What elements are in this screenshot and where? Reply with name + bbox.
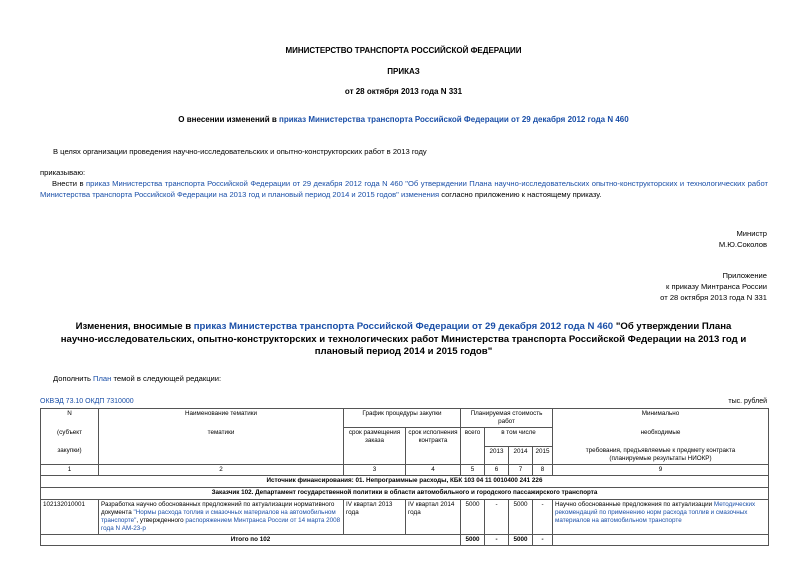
header-cost: Планируемая стоимость работ [461, 409, 553, 428]
appendix-line-1: Приложение [722, 271, 767, 280]
appendix-block [660, 270, 767, 303]
col-num: 3 [344, 465, 406, 476]
customer-row: Заказчик 102. Департамент государственной политики в области автомобильного и городского пассажирского транспорта [41, 488, 769, 500]
col-num: 4 [406, 465, 461, 476]
order-item-paragraph [40, 178, 768, 200]
row-2013: - [485, 500, 509, 535]
row-total: 5000 [461, 500, 485, 535]
ministry-heading: МИНИСТЕРСТВО ТРАНСПОРТА РОССИЙСКОЙ ФЕДЕРАЦИИ [285, 46, 522, 55]
row-id: 102132010001 [41, 500, 99, 535]
col-num: 6 [485, 465, 509, 476]
row-2015: - [533, 500, 553, 535]
total-sum: 5000 [461, 535, 485, 546]
changes-title-rest: "Об утверждении Плана научно-исследовательских, опытно-конструкторских и технологических работ Министерства транспорта Российской Федерации на 2013 год и плановый период 2014 и 2015 годов" [60, 321, 747, 357]
total-label: Итого по 102 [41, 535, 461, 546]
header-total-spacer [461, 446, 485, 465]
total-spacer [553, 535, 769, 546]
row-placement: IV квартал 2013 года [344, 500, 406, 535]
col-num: 9 [553, 465, 769, 476]
col-num: 7 [509, 465, 533, 476]
changes-title [60, 321, 747, 359]
header-2014: 2014 [509, 446, 533, 465]
purpose-text: В целях организации проведения научно-исследовательских и опытно-конструкторских работ в 2013 году [53, 147, 427, 156]
header-n-3: закупки) [41, 446, 99, 465]
total-2015: - [533, 535, 553, 546]
order-title [0, 115, 807, 124]
header-n: N [41, 409, 99, 428]
plan-table [40, 408, 769, 546]
order-am23-link[interactable]: распоряжением Минтранса России от 14 марта 2008 года N АМ-23-р [101, 517, 341, 532]
funding-source-row: Источник финансирования: 01. Непрограммные расходы, КБК 103 04 11 0010400 241 226 [41, 476, 769, 488]
changes-title-prefix: Изменения, вносимые в [75, 321, 194, 332]
doc-type-heading: ПРИКАЗ [387, 67, 420, 76]
supplement-suffix: темой в следующей редакции: [111, 374, 222, 383]
order-item-suffix: согласно приложению к настоящему приказу. [439, 190, 602, 199]
row-2014: 5000 [509, 500, 533, 535]
header-req-3: требования, предъявляемые к предмету контракта (планируемые результаты НИОКР) [553, 446, 769, 465]
units-label: тыс. рублей [728, 398, 767, 405]
col-num: 1 [41, 465, 99, 476]
header-req-1: Минимально [553, 409, 769, 428]
header-n-2: (субъект [41, 428, 99, 447]
header-name-spacer [99, 446, 344, 465]
header-name-2: тематики [99, 428, 344, 447]
header-total: всего [461, 428, 485, 447]
order-item-prefix: Внести в [52, 179, 87, 188]
signature-name: М.Ю.Соколов [718, 240, 767, 249]
order-item-link[interactable]: приказ Министерства транспорта Российской Федерации от 29 декабря 2012 года N 460 "Об утверждении Плана научно-исследовательских опытно-конструкторских и технологических работ Министерства транспорта Российской Федерации на 2013 год и плановый период 2014 и 2015 годов" [40, 179, 768, 199]
order-date-line: от 28 октября 2013 года N 331 [344, 87, 463, 96]
row-requirements: Научно обоснованные предложения по актуализации Методических рекомендаций по применению норм расхода топлив и смазочных материалов на автомобильном транспорте [553, 500, 769, 535]
table-row [41, 500, 769, 535]
header-incl: в том числе [485, 428, 553, 447]
methodical-recommendations-link[interactable]: Методических рекомендаций по применению норм расхода топлив и смазочных материалов на автомобильном транспорте [555, 501, 756, 524]
appendix-line-3: от 28 октября 2013 года N 331 [660, 293, 767, 302]
okved-codes-link[interactable]: ОКВЭД 73.10 ОКДП 7310000 [40, 398, 134, 405]
order-title-link[interactable]: приказ Министерства транспорта Российской Федерации от 29 декабря 2012 года N 460 [278, 115, 629, 124]
col-num: 2 [99, 465, 344, 476]
signature-block [719, 228, 767, 250]
supplement-line [53, 373, 221, 384]
header-placement: срок размещения заказа [344, 428, 406, 447]
header-name: Наименование тематики [99, 409, 344, 428]
supplement-prefix: Дополнить [53, 374, 94, 383]
changes-title-link[interactable]: приказ Министерства транспорта Российской Федерации от 29 декабря 2012 года N 460 [193, 321, 614, 332]
col-num: 8 [533, 465, 553, 476]
total-2013: - [485, 535, 509, 546]
fuel-norms-link[interactable]: "Нормы расхода топлив и смазочных материалов на автомобильном транспорте" [101, 509, 336, 524]
header-req-2: необходимые [553, 428, 769, 447]
header-execution: срок исполнения контракта [406, 428, 461, 447]
row-name: Разработка научно обоснованных предложений по актуализации нормативного документа "Нормы расхода топлив и смазочных материалов на автомобильном транспорте", утвержденного распоряжением Минтранса России от 14 марта 2008 года N АМ-23-р [99, 500, 344, 535]
signature-position: Министр [736, 229, 767, 238]
order-title-prefix: О внесении изменений в [178, 115, 279, 124]
total-2014: 5000 [509, 535, 533, 546]
header-2013: 2013 [485, 446, 509, 465]
header-placement-spacer [344, 446, 406, 465]
header-2015: 2015 [533, 446, 553, 465]
header-schedule: График процедуры закупки [344, 409, 461, 428]
plan-link[interactable]: План [93, 374, 112, 383]
total-row [41, 535, 769, 546]
appendix-line-2: к приказу Минтранса России [666, 282, 767, 291]
header-execution-spacer [406, 446, 461, 465]
order-word: приказываю: [40, 168, 86, 177]
row-execution: IV квартал 2014 года [406, 500, 461, 535]
column-numbers-row [41, 465, 769, 476]
changes-link[interactable]: изменения [400, 190, 440, 199]
col-num: 5 [461, 465, 485, 476]
